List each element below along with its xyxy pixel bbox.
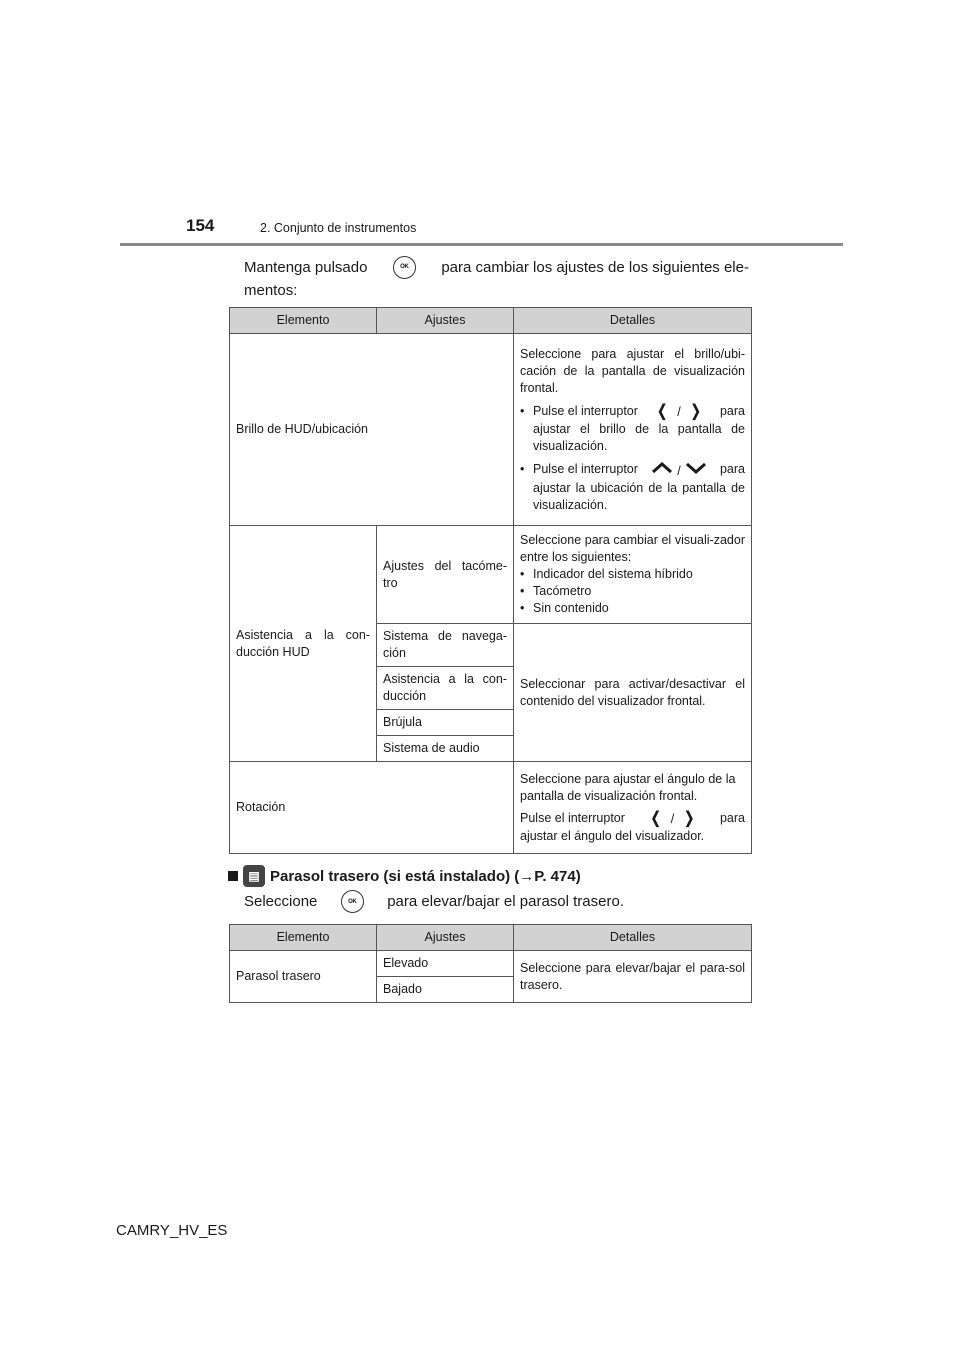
section-instruction — [244, 890, 624, 913]
hud-settings-table — [229, 307, 752, 854]
table-row — [230, 526, 752, 624]
detail-text: para — [719, 461, 745, 476]
settings-cell: Sistema de navega-ción — [377, 624, 514, 667]
detail-text: Pulse el interruptor — [533, 403, 638, 418]
list-item: • Tacómetro — [520, 584, 592, 598]
details-cell — [514, 334, 752, 526]
section-heading — [228, 865, 581, 887]
document-code: CAMRY_HV_ES — [116, 1222, 228, 1239]
instruction-text-end: para elevar/bajar el parasol trasero. — [387, 893, 624, 910]
slash: / — [677, 404, 681, 419]
chevron-up-icon — [647, 461, 677, 475]
element-cell: Rotación — [230, 762, 514, 854]
element-cell: Brillo de HUD/ubicación — [230, 334, 514, 526]
detail-text: ajustar la ubicación de la pantalla de visualización. — [533, 480, 745, 512]
element-cell: Asistencia a la con-ducción HUD — [230, 526, 377, 762]
header-element: Elemento — [230, 925, 377, 951]
detail-text: ajustar el ángulo del visualizador. — [520, 828, 705, 843]
chevron-right-icon: ❭ — [682, 809, 696, 827]
settings-cell: Elevado — [377, 951, 514, 977]
intro-paragraph — [244, 256, 749, 302]
details-cell: Seleccionar para activar/desactivar el contenido del visualizador frontal. — [514, 624, 752, 762]
settings-cell: Ajustes del tacóme-tro — [377, 526, 514, 624]
element-cell: Parasol trasero — [230, 951, 377, 1003]
settings-cell: Asistencia a la con-ducción — [377, 667, 514, 710]
chevron-left-icon: ❬ — [649, 809, 663, 827]
intro-text-start: Mantenga pulsado — [244, 259, 368, 276]
table-row — [230, 334, 752, 526]
header-settings: Ajustes — [377, 308, 514, 334]
ok-button-icon: OK — [393, 256, 416, 279]
details-cell: Seleccione para elevar/bajar el para-sol trasero. — [514, 951, 752, 1003]
rear-sunshade-icon: ▤ — [243, 865, 265, 887]
detail-text: para — [719, 403, 745, 418]
instruction-text-start: Seleccione — [244, 893, 318, 910]
header-settings: Ajustes — [377, 925, 514, 951]
settings-cell: Sistema de audio — [377, 736, 514, 762]
table-row — [230, 951, 752, 977]
header-details: Detalles — [514, 925, 752, 951]
table-header-row — [230, 308, 752, 334]
section-heading-text: Parasol trasero (si está instalado) (→P. 474) — [270, 867, 581, 885]
detail-text: Seleccione para ajustar el ángulo de la pantalla de visualización frontal. — [520, 771, 736, 803]
square-bullet-icon — [228, 871, 238, 881]
chevron-down-icon — [681, 461, 711, 475]
slash: / — [670, 811, 675, 826]
list-item: • Pulse el interruptor ❬ / ❭ para ajustar el brillo de la pantalla de visualización. — [520, 402, 745, 453]
detail-text: ajustar el brillo de la pantalla de visualización. — [533, 421, 745, 453]
ok-button-icon: OK — [341, 890, 364, 913]
table-header-row — [230, 925, 752, 951]
list-item: • Pulse el interruptor / para ajustar la ubicación de la pantalla de visualización. — [520, 461, 745, 512]
table-row — [230, 762, 752, 854]
detail-text: Seleccione para ajustar el brillo/ubi-cación de la pantalla de visualización frontal. — [520, 346, 745, 395]
detail-text: Pulse el interruptor — [533, 461, 638, 476]
detail-text: Pulse el interruptor — [520, 810, 625, 825]
intro-text-end: mentos: — [244, 282, 298, 299]
settings-cell: Bajado — [377, 977, 514, 1003]
detail-text: para — [719, 810, 745, 825]
details-cell — [514, 762, 752, 854]
detail-text: Seleccione para cambiar el visuali-zador entre los siguientes: — [520, 533, 745, 564]
intro-text-middle: para cambiar los ajustes de los siguientes ele- — [441, 259, 749, 276]
list-item: • Indicador del sistema híbrido — [520, 567, 693, 581]
page-number: 154 — [186, 216, 215, 235]
chevron-right-icon: ❭ — [688, 402, 703, 420]
section-title: 2. Conjunto de instrumentos — [260, 221, 417, 235]
details-cell — [514, 526, 752, 624]
header-details: Detalles — [514, 308, 752, 334]
header-divider — [120, 243, 843, 246]
slash: / — [677, 463, 681, 478]
chevron-left-icon: ❬ — [655, 402, 669, 420]
sunshade-settings-table — [229, 924, 752, 1003]
list-item: • Sin contenido — [520, 601, 609, 615]
header-element: Elemento — [230, 308, 377, 334]
settings-cell: Brújula — [377, 710, 514, 736]
